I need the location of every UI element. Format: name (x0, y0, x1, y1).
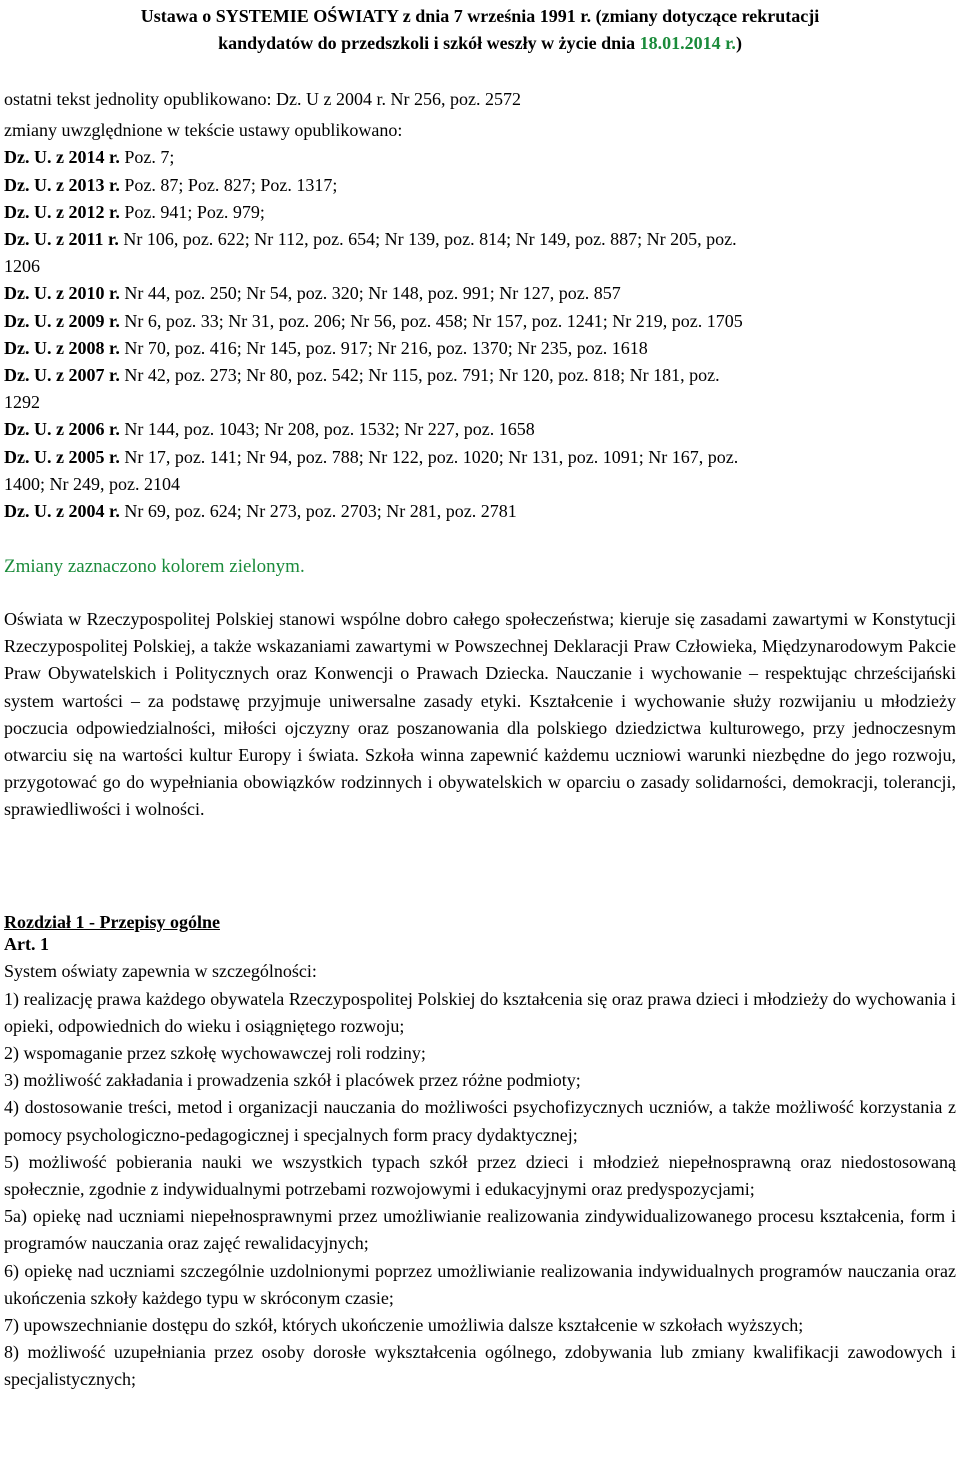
amendment-continuation: 1206 (4, 256, 40, 277)
amendment-continuation: 1292 (4, 392, 40, 413)
amendment-text: Nr 42, poz. 273; Nr 80, poz. 542; Nr 115, poz. 791; Nr 120, poz. 818; Nr 181, poz. (119, 365, 720, 386)
article-point: 8) możliwość uzupełniania przez osoby dorosłe wykształcenia ogólnego, zdobywania lub zmiany kwalifikacji zawodowych i specjalistycznych; (4, 1342, 956, 1390)
heading-line-2-prefix: kandydatów do przedszkoli i szkół weszły w życie dnia (218, 33, 640, 53)
amendment-text: Nr 69, poz. 624; Nr 273, poz. 2703; Nr 281, poz. 2781 (119, 501, 517, 522)
article-point: 6) opiekę nad uczniami szczególnie uzdolnionymi poprzez umożliwianie realizowania indywidualnych programów nauczania oraz ukończenia szkoły każdego typu w skróconym czasie; (4, 1260, 956, 1308)
article-point: 1) realizację prawa każdego obywatela Rzeczypospolitej Polskiej do kształcenia się oraz prawa dzieci i młodzieży do wychowania i opieki, odpowiednich do wieku i osiągniętego rozwoju; (4, 988, 956, 1036)
amendment-item (4, 199, 956, 226)
amendment-text: Nr 70, poz. 416; Nr 145, poz. 917; Nr 216, poz. 1370; Nr 235, poz. 1618 (119, 337, 648, 358)
article-point: 5a) opiekę nad uczniami niepełnosprawnymi przez umożliwianie realizowania zindywidualizowanego procesu kształcenia, form i programów nauczania oraz zajęć rewalidacyjnych; (4, 1206, 956, 1254)
amendment-item (4, 498, 956, 525)
heading-line-2-suffix: ) (735, 33, 742, 53)
article-point: 5) możliwość pobierania nauki we wszystkich typach szkół przez dzieci i młodzież niepełnosprawną oraz niedostosowaną społecznie, zgodnie z indywidualnymi potrzebami rozwojowymi i edukacyjnymi oraz predyspozycjami; (4, 1151, 956, 1200)
chapter-title: Rozdział 1 - Przepisy ogólne (4, 912, 220, 932)
amendments-block (4, 86, 956, 525)
amendment-text: Nr 144, poz. 1043; Nr 208, poz. 1532; Nr 227, poz. 1658 (119, 419, 535, 440)
amendment-item (4, 144, 956, 171)
amendment-item (4, 226, 956, 253)
preamble-paragraph: Oświata w Rzeczypospolitej Polskiej stanowi wspólne dobro całego społeczeństwa; kieruje się zasadami zawartymi w Konstytucji Rzeczypospolitej Polskiej, a także wskazaniami zawartymi w Powszechnej Deklaracji Praw Człowieka, Międzynarodowym Pakcie Praw Obywatelskich i Politycznych oraz Konwencji o Prawach Dziecka. Nauczanie i wychowanie – respektując chrześcijański system wartości – za podstawę przyjmuje uniwersalne zasady etyki. Kształcenie i wychowanie służy rozwijaniu u młodzieży poczucia odpowiedzialności, miłości ojczyzny oraz poszanowania dla polskiego dziedzictwa kulturowego, przy jednoczesnym otwarciu się na wartości kultur Europy i świata. Szkoła winna zapewnić każdemu uczniowi warunki niezbędne do jego rozwoju, przygotować go do wypełniania obowiązków rodzinnych i obywatelskich w oparciu o zasady solidarności, demokracji, tolerancji, sprawiedliwości i wolności. (4, 609, 956, 820)
article-point: 7) upowszechnianie dostępu do szkół, których ukończenie umożliwia dalsze kształcenie w szkołach wyższych; (4, 1315, 804, 1336)
article-intro: System oświaty zapewnia w szczególności: (4, 961, 317, 982)
amendment-label: Dz. U. z 2005 r. (4, 446, 120, 467)
chapter-section (4, 909, 956, 1394)
amendment-item (4, 416, 956, 443)
amendment-item (4, 335, 956, 362)
amendment-text: Nr 6, poz. 33; Nr 31, poz. 206; Nr 56, poz. 458; Nr 157, poz. 1241; Nr 219, poz. 1705 (119, 310, 743, 331)
document-heading (40, 3, 920, 57)
amendment-text: Poz. 87; Poz. 827; Poz. 1317; (119, 174, 338, 195)
amendment-item (4, 308, 956, 335)
amendment-label: Dz. U. z 2010 r. (4, 283, 120, 304)
amendment-text: Nr 44, poz. 250; Nr 54, poz. 320; Nr 148, poz. 991; Nr 127, poz. 857 (119, 283, 621, 304)
amendment-label: Dz. U. z 2009 r. (4, 310, 120, 331)
amendment-label: Dz. U. z 2012 r. (4, 201, 120, 222)
amendment-text: Poz. 941; Poz. 979; (119, 201, 265, 222)
amendment-text: Poz. 7; (119, 147, 175, 168)
amendment-label: Dz. U. z 2004 r. (4, 501, 120, 522)
heading-line-1: Ustawa o SYSTEMIE OŚWIATY z dnia 7 września 1991 r. (zmiany dotyczące rekrutacji (140, 6, 820, 26)
article-point: 4) dostosowanie treści, metod i organizacji nauczania do możliwości psychofizycznych uczniów, a także możliwość korzystania z pomocy psychologiczno-pedagogicznej i specjalnych form pracy dydaktycznej; (4, 1097, 956, 1145)
article-point: 3) możliwość zakładania i prowadzenia szkół i placówek przez różne podmioty; (4, 1070, 581, 1091)
article-point: 2) wspomaganie przez szkołę wychowawczej roli rodziny; (4, 1043, 426, 1064)
heading-effective-date: 18.01.2014 r. (639, 33, 736, 53)
heading-line-2 (40, 30, 920, 57)
amendment-text: Nr 106, poz. 622; Nr 112, poz. 654; Nr 139, poz. 814; Nr 149, poz. 887; Nr 205, poz. (118, 229, 737, 250)
unified-text-line: ostatni tekst jednolity opublikowano: Dz. U z 2004 r. Nr 256, poz. 2572 (4, 89, 521, 109)
amendment-item (4, 280, 956, 307)
amendment-label: Dz. U. z 2007 r. (4, 365, 120, 386)
changes-note: Zmiany zaznaczono kolorem zielonym. (4, 556, 305, 577)
amendments-intro: zmiany uwzględnione w tekście ustawy opublikowano: (4, 120, 403, 141)
amendment-label: Dz. U. z 2014 r. (4, 147, 120, 168)
amendment-item (4, 444, 956, 471)
article-title: Art. 1 (4, 934, 49, 955)
amendment-label: Dz. U. z 2006 r. (4, 419, 120, 440)
amendment-continuation: 1400; Nr 249, poz. 2104 (4, 473, 180, 494)
amendment-label: Dz. U. z 2013 r. (4, 174, 120, 195)
amendment-text: Nr 17, poz. 141; Nr 94, poz. 788; Nr 122, poz. 1020; Nr 131, poz. 1091; Nr 167, poz. (119, 446, 739, 467)
amendment-label: Dz. U. z 2008 r. (4, 337, 120, 358)
amendment-label: Dz. U. z 2011 r. (4, 229, 119, 250)
amendment-item (4, 362, 956, 389)
amendment-item (4, 172, 956, 199)
